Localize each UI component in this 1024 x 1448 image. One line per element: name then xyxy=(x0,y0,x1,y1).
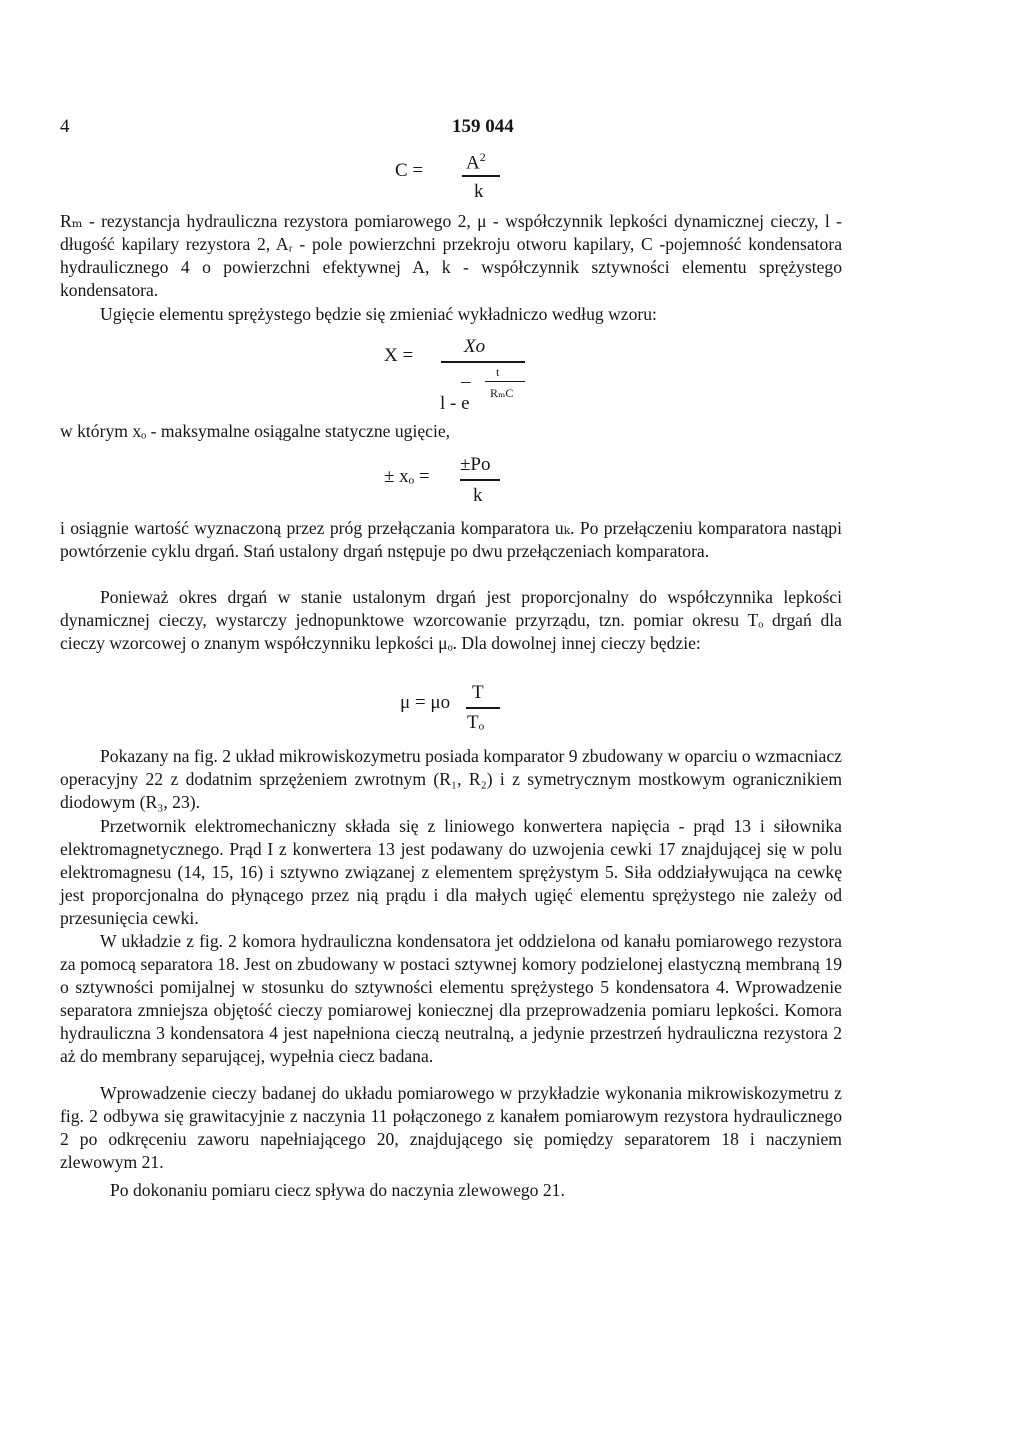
deflection-intro-paragraph: Ugięcie elementu sprężystego będzie się zmieniać wykładniczo według wzoru: xyxy=(100,304,657,324)
formula-x0-numerator: ±Po xyxy=(460,454,491,475)
formula-mu-numerator: T xyxy=(472,682,484,703)
formula-c-denominator: k xyxy=(474,181,484,202)
formula-mu-denominator: Tₒ xyxy=(467,712,485,733)
formula-x-exp-numerator: t xyxy=(496,365,500,379)
formula-c-exponent: 2 xyxy=(479,150,486,164)
formula-x-denominator-base: l - e xyxy=(440,393,470,414)
formula-x0-lhs: ± xₒ = xyxy=(384,466,430,487)
fraction-bar xyxy=(466,707,500,709)
calibration-paragraph: Ponieważ okres drgań w stanie ustalonym drgań jest proporcjonalny do współczynnika lepkości dynamicznej cieczy, wystarczy jednopunktowe wzorcowanie przyrządu, tzn. pomiar okresu Tₒ drgań dla cieczy wzorcowej o znanym współczynniku lepkości μₒ. Dla dowolnej innej cieczy będzie: xyxy=(60,587,842,653)
separator-paragraph: W układzie z fig. 2 komora hydrauliczna kondensatora jet oddzielona od kanału pomiarowego rezystora za pomocą separatora 18. Jest on zbudowany w postaci sztywnej komory podzielonej elastyczną membraną 19 o sztywności pomijalnej w stosunku do sztywności elementu sprężystego 5 kondensatora 4. Wprowadzenie separatora zmniejsza objętość cieczy pomiarowej koniecznej dla przeprowadzenia pomiaru lepkości. Komora hydrauliczna 3 kondensatora 4 jest napełniona cieczą neutralną, a jedynie przestrzeń hydrauliczna rezystora 2 aż do membrany separującej, wypełnia ciecz badana. xyxy=(60,931,842,1066)
formula-c-numerator: $A^2$ xyxy=(466,150,486,174)
where-line: w którym xₒ - maksymalne osiągalne statyczne ugięcie, xyxy=(60,421,451,441)
formula-mu-lhs: μ = μo xyxy=(400,692,451,713)
formula-x0-denominator: k xyxy=(473,485,483,506)
formula-c-lhs: C = xyxy=(395,160,424,181)
fraction-bar xyxy=(485,381,525,382)
converter-paragraph: Przetwornik elektromechaniczny składa się z liniowego konwertera napięcia - prąd 13 i siłownika elektromagnetycznego. Prąd I z konwertera 13 jest podawany do uzwojenia cewki 17 znajdującej się w polu elektromagnesu (14, 15, 16) i sztywno związanej z elementem sprężystym 5. Siła oddziaływująca na cewkę jest proporcjonalna do płynącego przez nią prądu i dla małych ugięć elementu sprężystego nie zależy od przesunięcia cewki. xyxy=(60,816,842,928)
fraction-bar xyxy=(441,361,525,363)
formula-x-numerator: Xo xyxy=(464,336,486,357)
formula-x-exp-minus: – xyxy=(461,371,471,392)
formula-x-lhs: X = xyxy=(384,345,414,366)
liquid-intro-paragraph: Wprowadzenie cieczy badanej do układu pomiarowego w przykładzie wykonania mikrowiskozymetru z fig. 2 odbywa się grawitacyjnie z naczynia 11 połączonego z kanałem pomiarowym rezystora hydraulicznego 2 po odkręceniu zaworu napełniającego 20, znajdującego się pomiędzy separatorem 18 i naczyniem zlewowym 21. xyxy=(60,1083,842,1172)
definitions-paragraph: Rₘ - rezystancja hydrauliczna rezystora pomiarowego 2, μ - współczynnik lepkości dynamicznej cieczy, l - długość kapilary rezystora 2, Aᵣ - pole powierzchni przekroju otworu kapilary, C -pojemność kondensatora hydraulicznego 4 o powierzchni efektywnej A, k - współczynnik sztywności elementu sprężystego kondensatora. xyxy=(60,211,842,300)
comparator-paragraph: i osiągnie wartość wyznaczoną przez próg przełączania komparatora uₖ. Po przełączeniu komparatora nastąpi powtórzenie cyklu drgań. Stań ustalony drgań nstępuje po dwu przełączeniach komparatora. xyxy=(60,518,842,561)
page-number: 4 xyxy=(60,116,70,137)
patent-number: 159 044 xyxy=(452,116,514,137)
drain-line: Po dokonaniu pomiaru ciecz spływa do naczynia zlewowego 21. xyxy=(110,1180,565,1200)
fraction-bar xyxy=(460,479,500,481)
fraction-bar xyxy=(462,175,500,177)
formula-x-exp-denominator: RₘC xyxy=(490,386,514,400)
fig2-paragraph: Pokazany na fig. 2 układ mikrowiskozymetru posiada komparator 9 zbudowany w oparciu o wzmacniacz operacyjny 22 z dodatnim sprzężeniem zwrotnym (R₁, R₂) i z symetrycznym mostkowym ogranicznikiem diodowym (R₃, 23). xyxy=(60,746,842,812)
